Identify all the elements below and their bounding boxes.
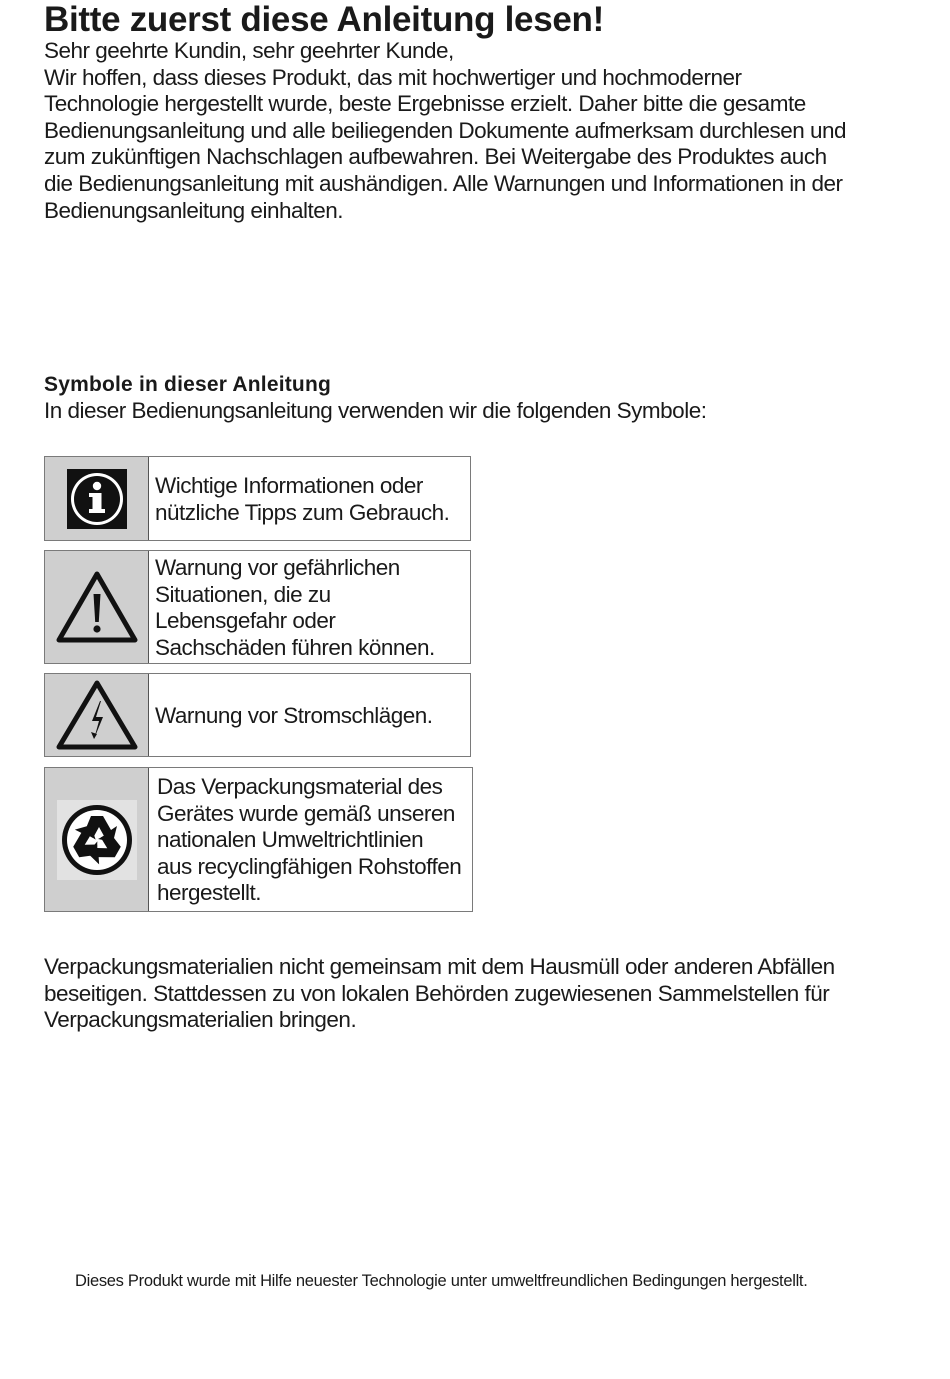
disposal-paragraph [44, 954, 835, 1034]
intro-line: Wir hoffen, dass dieses Produkt, das mit hochwertiger und hochmoderner [44, 64, 742, 90]
symbols-intro: In dieser Bedienungsanleitung verwenden wir die folgenden Symbole: [44, 398, 707, 423]
symbol-text-line: Gerätes wurde gemäß unseren [157, 800, 455, 826]
symbol-text-line: Sachschäden führen können. [155, 634, 435, 660]
symbol-icon-cell [45, 551, 149, 663]
intro-line: Bedienungsanleitung und alle beiliegenden Dokumente aufmerksam durchlesen und [44, 117, 847, 143]
intro-line: die Bedienungsanleitung mit aushändigen. Alle Warnungen und Informationen in der [44, 170, 843, 196]
symbol-text-line: Wichtige Informationen oder [155, 473, 423, 498]
disposal-line: Verpackungsmaterialien bringen. [44, 1007, 357, 1033]
disposal-line: Verpackungsmaterialien nicht gemeinsam mit dem Hausmüll oder anderen Abfällen [44, 954, 835, 979]
symbol-icon-cell [45, 457, 149, 540]
symbol-text-line: Warnung vor gefährlichen [155, 555, 400, 580]
intro-paragraph [44, 38, 904, 224]
symbol-row-info [44, 456, 471, 541]
recycling-icon [57, 800, 137, 880]
symbol-description [149, 674, 433, 756]
symbol-text-line: Situationen, die zu [155, 581, 331, 607]
symbol-row-electric-shock [44, 673, 471, 757]
symbol-icon-cell [45, 674, 149, 756]
disposal-line: beseitigen. Stattdessen zu von lokalen Behörden zugewiesenen Sammelstellen für [44, 980, 830, 1006]
symbol-row-recycling [44, 767, 473, 912]
symbol-text-line: aus recyclingfähigen Rohstoffen [157, 853, 462, 879]
symbol-text-line: Lebensgefahr oder [155, 608, 336, 634]
footer-note: Dieses Produkt wurde mit Hilfe neuester Technologie unter umweltfreundlichen Bedingungen hergestellt. [75, 1272, 808, 1290]
intro-line: Sehr geehrte Kundin, sehr geehrter Kunde, [44, 38, 454, 63]
symbol-row-warning [44, 550, 471, 664]
symbol-text-line: hergestellt. [157, 880, 262, 906]
symbol-description [149, 768, 461, 911]
warning-triangle-icon [55, 570, 139, 644]
symbol-description [149, 457, 449, 540]
intro-line: zum zukünftigen Nachschlagen aufbewahren. Bei Weitergabe des Produktes auch [44, 144, 827, 170]
symbol-icon-cell [45, 768, 149, 911]
electric-shock-icon [55, 679, 139, 751]
symbol-description [149, 551, 435, 663]
symbol-text-line: Warnung vor Stromschlägen. [155, 703, 433, 728]
intro-line: Bedienungsanleitung einhalten. [44, 197, 344, 223]
info-icon [67, 469, 127, 529]
intro-line: Technologie hergestellt wurde, beste Ergebnisse erzielt. Daher bitte die gesamte [44, 91, 806, 117]
page-title: Bitte zuerst diese Anleitung lesen! [44, 0, 604, 39]
symbol-text-line: nationalen Umweltrichtlinien [157, 827, 424, 853]
symbol-text-line: Das Verpackungsmaterial des [157, 774, 443, 799]
symbol-text-line: nützliche Tipps zum Gebrauch. [155, 499, 450, 525]
symbols-heading: Symbole in dieser Anleitung [44, 373, 332, 396]
